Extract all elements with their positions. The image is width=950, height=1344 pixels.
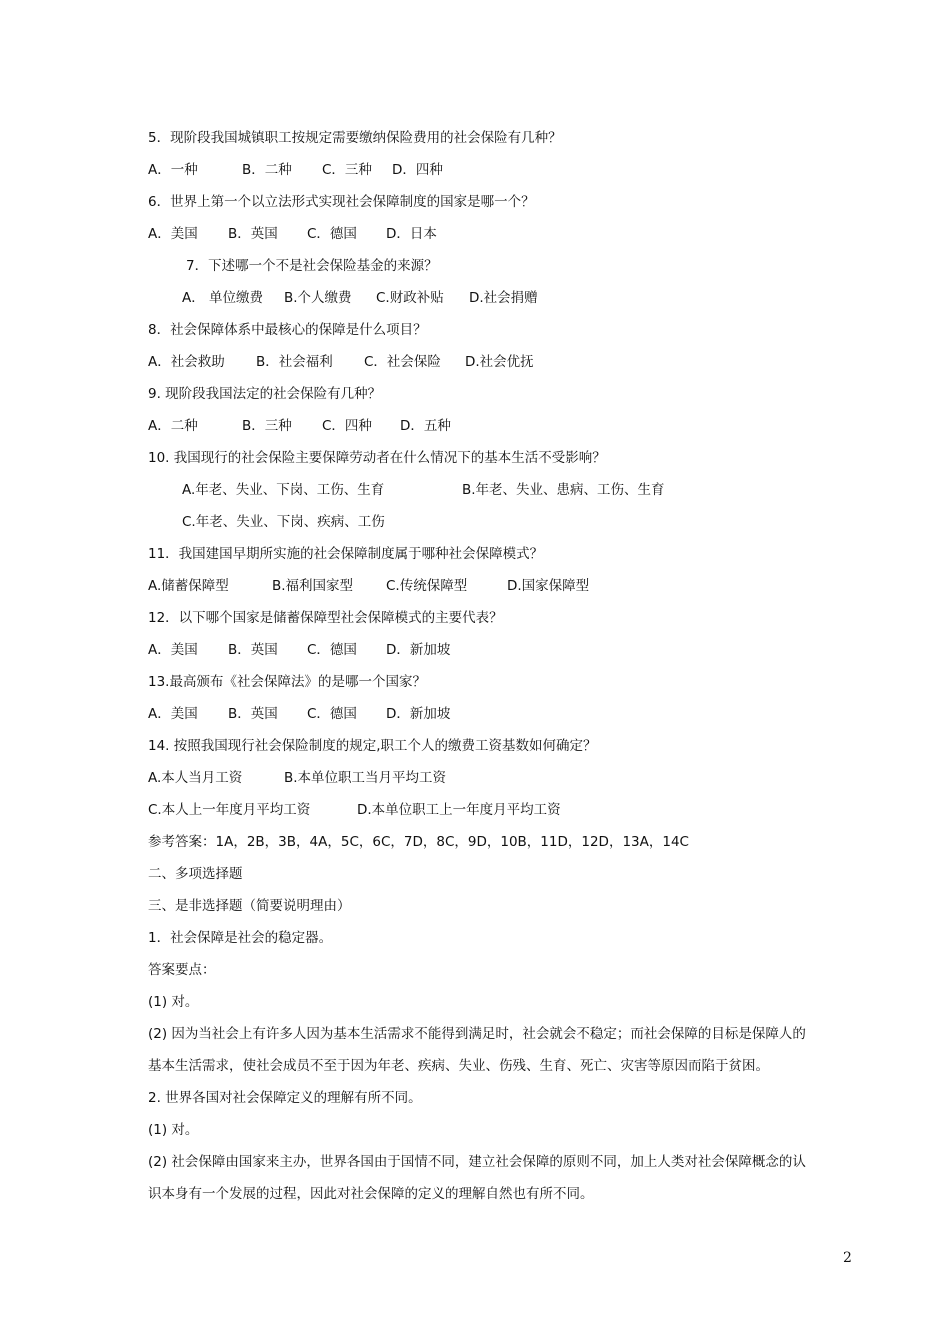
section-heading-true-false: 三、是非选择题（简要说明理由）: [148, 898, 351, 914]
question-12: 12．以下哪个国家是储蓄保障型社会保障模式的主要代表？: [148, 610, 503, 626]
tf2-point-2-line-1: (2) 社会保障由国家来主办，世界各国由于国情不同，建立社会保障的原则不同，加上人类对社会保障概念的认: [148, 1154, 806, 1170]
question-8: 8．社会保障体系中最核心的保障是什么项目？: [148, 322, 427, 338]
tf2-point-1: (1) 对。: [148, 1122, 199, 1138]
tf1-key-label: 答案要点：: [148, 962, 216, 978]
page-number: 2: [843, 1250, 852, 1266]
q10-option-b: B.年老、失业、患病、工伤、生育: [462, 482, 665, 498]
q11-option-b: B.福利国家型: [272, 578, 354, 594]
tf1-point-2-line-2: 基本生活需求，使社会成员不至于因为年老、疾病、失业、伤残、生育、死亡、灾害等原因而陷于贫困。: [148, 1058, 769, 1074]
q5-option-b: B．二种: [242, 162, 292, 178]
q14-option-a: A.本人当月工资: [148, 770, 243, 786]
q8-option-d: D.社会优抚: [465, 354, 534, 370]
q9-option-a: A．二种: [148, 418, 198, 434]
q12-option-a: A．美国: [148, 642, 198, 658]
question-10: 10. 我国现行的社会保险主要保障劳动者在什么情况下的基本生活不受影响？: [148, 450, 606, 466]
section-heading-multiple-choice: 二、多项选择题: [148, 866, 243, 882]
tf-statement-1: 1．社会保障是社会的稳定器。: [148, 930, 333, 946]
q8-option-a: A．社会救助: [148, 354, 225, 370]
q11-option-d: D.国家保障型: [507, 578, 590, 594]
q9-option-d: D．五种: [400, 418, 451, 434]
question-5: 5．现阶段我国城镇职工按规定需要缴纳保险费用的社会保险有几种？: [148, 130, 562, 146]
q14-option-b: B.本单位职工当月平均工资: [284, 770, 447, 786]
q8-option-b: B．社会福利: [256, 354, 333, 370]
q10-option-a: A.年老、失业、下岗、工伤、生育: [182, 482, 385, 498]
q6-option-d: D．日本: [386, 226, 437, 242]
question-7: 7．下述哪一个不是社会保险基金的来源？: [186, 258, 438, 274]
q7-option-c: C.财政补贴: [376, 290, 444, 306]
q13-option-c: C．德国: [307, 706, 357, 722]
q11-option-a: A.储蓄保障型: [148, 578, 229, 594]
question-13: 13.最高颁布《社会保障法》的是哪一个国家？: [148, 674, 426, 690]
question-14: 14. 按照我国现行社会保险制度的规定,职工个人的缴费工资基数如何确定？: [148, 738, 597, 754]
q5-option-c: C．三种: [322, 162, 372, 178]
q9-option-b: B．三种: [242, 418, 292, 434]
q13-option-b: B．英国: [228, 706, 278, 722]
q12-option-c: C．德国: [307, 642, 357, 658]
question-11: 11．我国建国早期所实施的社会保障制度属于哪种社会保障模式？: [148, 546, 544, 562]
q14-option-c: C.本人上一年度月平均工资: [148, 802, 311, 818]
q14-option-d: D.本单位职工上一年度月平均工资: [357, 802, 561, 818]
q9-option-c: C．四种: [322, 418, 372, 434]
tf1-point-2-line-1: (2) 因为当社会上有许多人因为基本生活需求不能得到满足时，社会就会不稳定；而社会保障的目标是保障人的: [148, 1026, 806, 1042]
question-9: 9. 现阶段我国法定的社会保险有几种？: [148, 386, 382, 402]
q13-option-d: D．新加坡: [386, 706, 451, 722]
answer-key: 参考答案：1A，2B，3B，4A，5C，6C，7D，8C，9D，10B，11D，12D，13A，14C: [148, 834, 689, 850]
q11-option-c: C.传统保障型: [386, 578, 468, 594]
q7-option-a: A． 单位缴费: [182, 290, 264, 306]
q12-option-b: B．英国: [228, 642, 278, 658]
q10-option-c: C.年老、失业、下岗、疾病、工伤: [182, 514, 385, 530]
q6-option-c: C．德国: [307, 226, 357, 242]
tf2-point-2-line-2: 识本身有一个发展的过程，因此对社会保障的定义的理解自然也有所不同。: [148, 1186, 594, 1202]
q6-option-a: A．美国: [148, 226, 198, 242]
q7-option-d: D.社会捐赠: [469, 290, 538, 306]
q13-option-a: A．美国: [148, 706, 198, 722]
tf-statement-2: 2. 世界各国对社会保障定义的理解有所不同。: [148, 1090, 422, 1106]
q5-option-d: D．四种: [392, 162, 443, 178]
q5-option-a: A．一种: [148, 162, 198, 178]
q7-option-b: B.个人缴费: [284, 290, 352, 306]
q12-option-d: D．新加坡: [386, 642, 451, 658]
question-6: 6．世界上第一个以立法形式实现社会保障制度的国家是哪一个？: [148, 194, 535, 210]
q8-option-c: C．社会保险: [364, 354, 441, 370]
tf1-point-1: (1) 对。: [148, 994, 199, 1010]
q6-option-b: B．英国: [228, 226, 278, 242]
